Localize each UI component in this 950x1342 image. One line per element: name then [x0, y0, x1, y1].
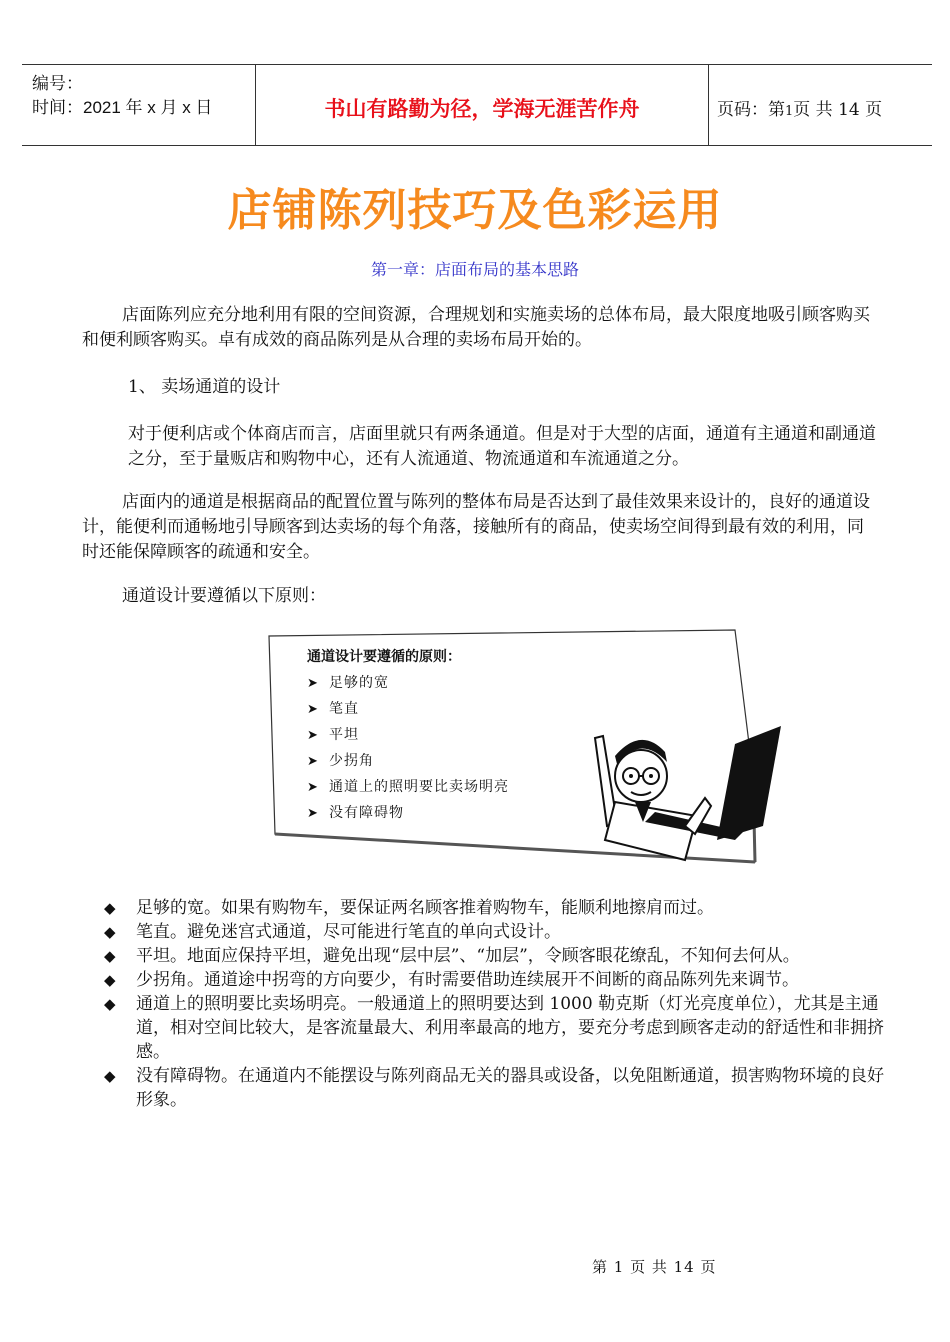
list-item-text: 没有障碍物。在通道内不能摆设与陈列商品无关的器具或设备，以免阻断通道，损害购物环境的良好形象。: [136, 1066, 884, 1110]
list-item: [102, 968, 892, 992]
header-left-cell: [22, 65, 255, 145]
paragraph-channels: 对于便利店或个体商店而言，店面里就只有两条通道。但是对于大型的店面，通道有主通道和副通道之分，至于量贩店和购物中心，还有人流通道、物流通道和车流通道之分。: [128, 424, 876, 469]
arrow-icon: ➤: [307, 676, 319, 691]
page-number: 1: [785, 104, 794, 119]
figure-item-label: 没有障碍物: [329, 805, 404, 821]
document-date: 时间：2021 年 x 月 x 日: [32, 98, 213, 117]
header-table: [22, 64, 932, 146]
list-item-text: 少拐角。通道途中拐弯的方向要少，有时需要借助连续展开不间断的商品陈列先来调节。: [136, 970, 799, 990]
figure-item-label: 少拐角: [329, 753, 374, 769]
list-item: [102, 944, 892, 968]
chapter-heading: 第一章：店面布局的基本思路: [370, 260, 579, 279]
page-suffix: 页 共 14 页: [793, 100, 883, 120]
page-prefix: 页码：第: [717, 100, 785, 120]
diamond-bullet-icon: ◆: [104, 947, 116, 965]
figure-item: [307, 698, 359, 718]
header-motto-cell: [255, 65, 709, 145]
principles-figure: [265, 626, 805, 866]
arrow-icon: ➤: [307, 728, 319, 743]
list-item-text: 平坦。地面应保持平坦，避免出现“层中层”、“加层”，令顾客眼花缭乱，不知何去何从。: [136, 946, 800, 966]
diamond-bullet-icon: ◆: [104, 1067, 116, 1085]
figure-item: [307, 724, 359, 744]
paragraph-channel-design: 店面内的通道是根据商品的配置位置与陈列的整体布局是否达到了最佳效果来设计的，良好的通道设计，能便利而通畅地引导顾客到达卖场的每个角落，接触所有的商品，使卖场空间得到最有效的利用，同时还能保障顾客的疏通和安全。: [82, 492, 870, 562]
figure-item: [307, 776, 509, 796]
diamond-bullet-icon: ◆: [104, 971, 116, 989]
figure-item: [307, 672, 389, 692]
header-motto: 书山有路勤为径，学海无涯苦作舟: [324, 96, 640, 121]
arrow-icon: ➤: [307, 780, 319, 795]
principles-bullet-list: [102, 896, 892, 1112]
arrow-icon: ➤: [307, 806, 319, 821]
list-item-text: 足够的宽。如果有购物车，要保证两名顾客推着购物车，能顺利地擦肩而过。: [136, 898, 714, 918]
figure-item-label: 平坦: [329, 727, 359, 743]
document-number-label: 编号：: [32, 74, 83, 93]
list-item: [102, 1064, 892, 1112]
header-page-info: [717, 95, 882, 120]
diamond-bullet-icon: ◆: [104, 995, 116, 1013]
figure-item-label: 足够的宽: [329, 675, 389, 691]
diamond-bullet-icon: ◆: [104, 899, 116, 917]
arrow-icon: ➤: [307, 754, 319, 769]
paragraph-principles-intro: 通道设计要遵循以下原则：: [122, 586, 326, 606]
list-item-text: 笔直。避免迷宫式通道，尽可能进行笔直的单向式设计。: [136, 922, 561, 942]
paragraph-intro: 店面陈列应充分地利用有限的空间资源，合理规划和实施卖场的总体布局，最大限度地吸引顾客购买和便利顾客购买。卓有成效的商品陈列是从合理的卖场布局开始的。: [82, 305, 870, 350]
figure-item-label: 笔直: [329, 701, 359, 717]
figure-item: [307, 802, 404, 822]
figure-item-label: 通道上的照明要比卖场明亮: [329, 779, 509, 795]
diamond-bullet-icon: ◆: [104, 923, 116, 941]
figure-title: 通道设计要遵循的原则：: [307, 649, 461, 665]
page-footer: 第 1 页 共 14 页: [592, 1258, 717, 1276]
list-item: [102, 896, 892, 920]
section-heading: 1、 卖场通道的设计: [128, 377, 281, 397]
list-item-text: 通道上的照明要比卖场明亮。一般通道上的照明要达到 1000 勒克斯（灯光亮度单位），尤其是主通道，相对空间比较大，是客流量最大、利用率最高的地方，要充分考虑到顾客走动的舒适性和非拥挤感。: [136, 994, 884, 1062]
list-item: [102, 992, 892, 1064]
header-page-cell: [709, 65, 932, 145]
list-item: [102, 920, 892, 944]
figure-item: [307, 750, 374, 770]
arrow-icon: ➤: [307, 702, 319, 717]
document-title: 店铺陈列技巧及色彩运用: [227, 185, 723, 236]
